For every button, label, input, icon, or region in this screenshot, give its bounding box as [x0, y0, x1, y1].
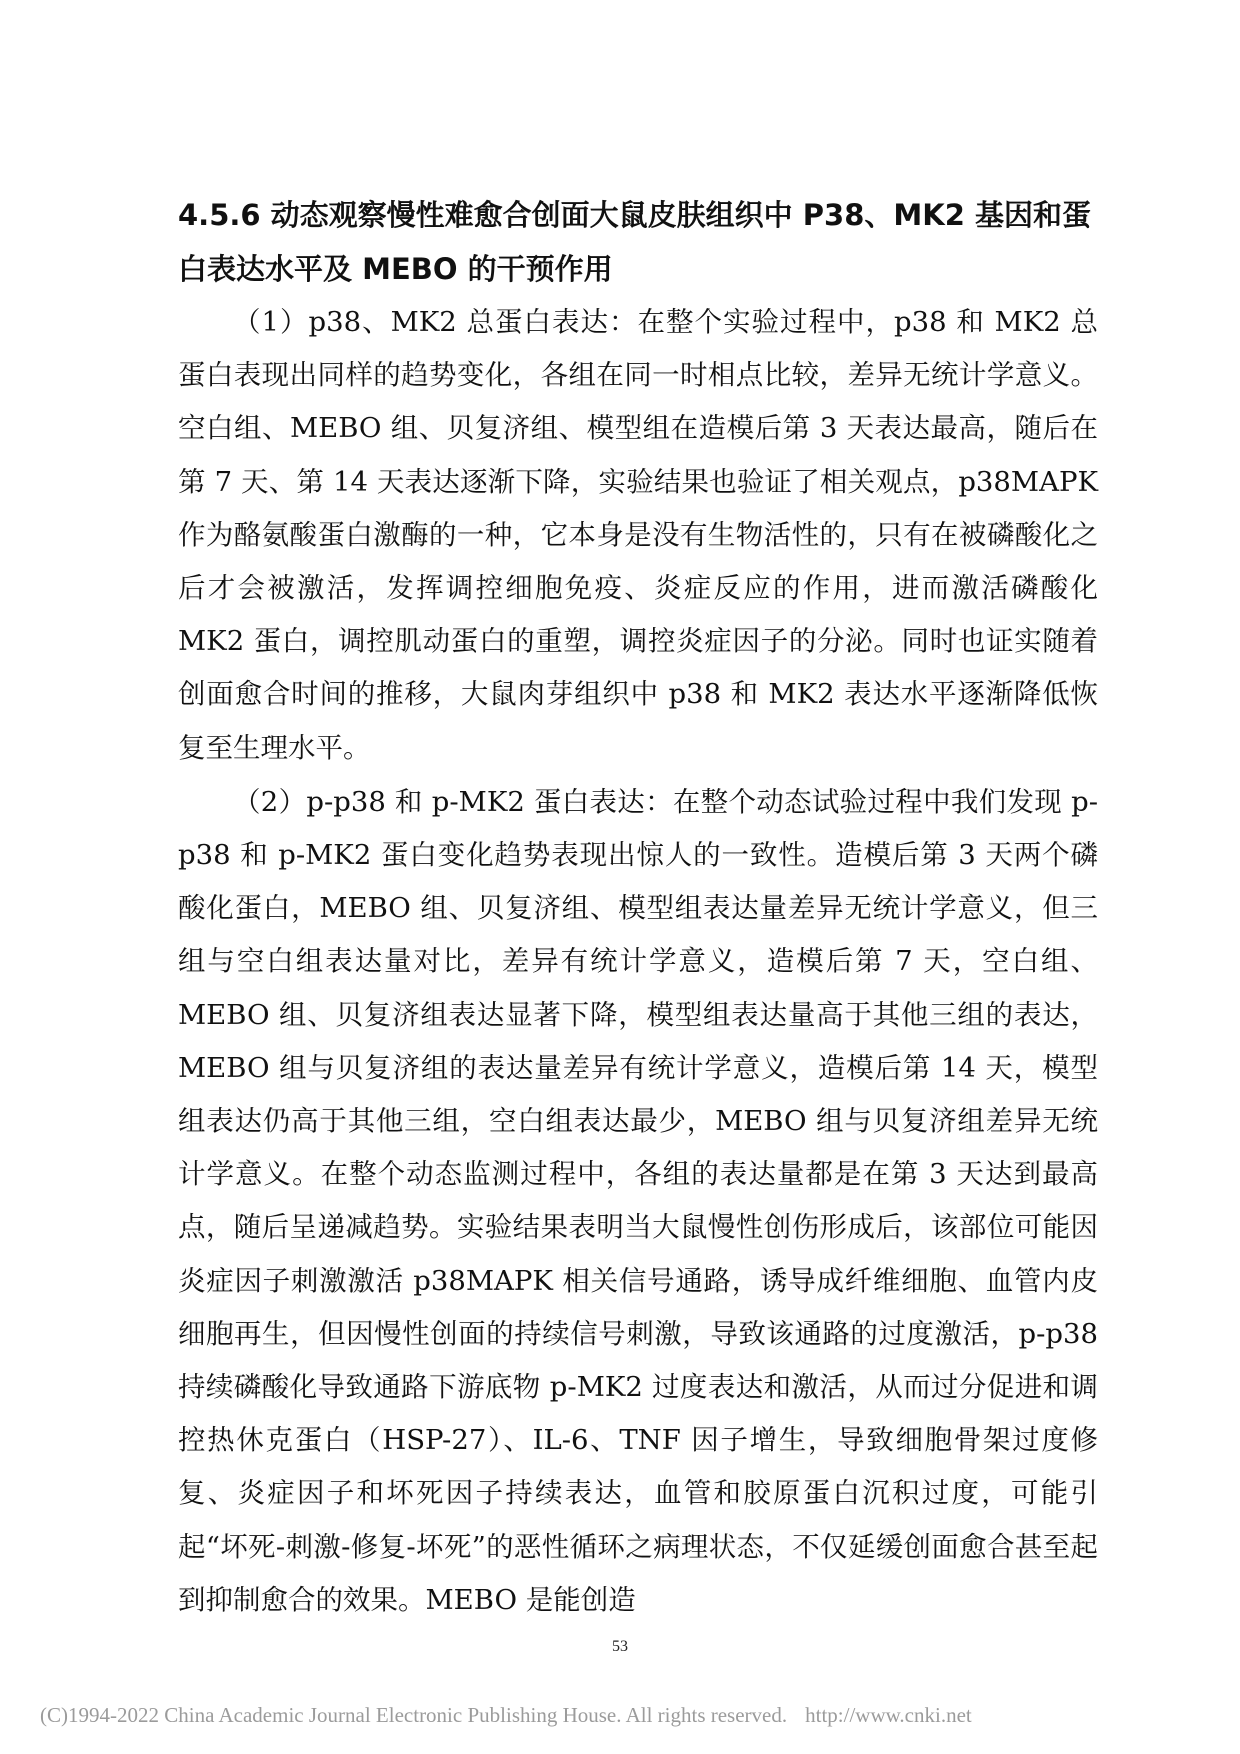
publisher-url[interactable]: http://www.cnki.net — [805, 1703, 972, 1727]
copyright-footer — [40, 1703, 972, 1728]
page-number: 53 — [612, 1638, 628, 1655]
document-page — [178, 188, 1098, 1618]
paragraph-total-protein: （1）p38、MK2 总蛋白表达：在整个实验过程中，p38 和 MK2 总蛋白表现出同样的趋势变化，各组在同一时相点比较，差异无统计学意义。空白组、MEBO 组、贝复济组、模型组在造模后第 3 天表达最高，随后在第 7 天、第 14 天表达逐渐下降，实验结果也验证了相关观点，p38MAPK 作为酪氨酸蛋白激酶的一种，它本身是没有生物活性的，只有在被磷酸化之后才会被激活，发挥调控细胞免疫、炎症反应的作用，进而激活磷酸化 MK2 蛋白，调控肌动蛋白的重塑，调控炎症因子的分泌。同时也证实随着创面愈合时间的推移，大鼠肉芽组织中 p38 和 MK2 表达水平逐渐降低恢复至生理水平。 — [178, 306, 1098, 764]
copyright-text: (C)1994-2022 China Academic Journal Electronic Publishing House. All rights reserved. — [40, 1703, 788, 1727]
section-heading: 4.5.6 动态观察慢性难愈合创面大鼠皮肤组织中 P38、MK2 基因和蛋白表达水平及 MEBO 的干预作用 — [178, 198, 1091, 286]
paragraph-phospho-protein: （2）p-p38 和 p-MK2 蛋白表达：在整个动态试验过程中我们发现 p-p38 和 p-MK2 蛋白变化趋势表现出惊人的一致性。造模后第 3 天两个磷酸化蛋白，MEBO 组、贝复济组、模型组表达量差异无统计学意义，但三组与空白组表达量对比，差异有统计学意义，造模后第 7 天，空白组、MEBO 组、贝复济组表达显著下降，模型组表达量高于其他三组的表达，MEBO 组与贝复济组的表达量差异有统计学意义，造模后第 14 天，模型组表达仍高于其他三组，空白组表达最少，MEBO 组与贝复济组差异无统计学意义。在整个动态监测过程中，各组的表达量都是在第 3 天达到最高点，随后呈递减趋势。实验结果表明当大鼠慢性创伤形成后，该部位可能因炎症因子刺激激活 p38MAPK 相关信号通路，诱导成纤维细胞、血管内皮细胞再生，但因慢性创面的持续信号刺激，导致该通路的过度激活，p-p38 持续磷酸化导致通路下游底物 p-MK2 过度表达和激活，从而过分促进和调控热休克蛋白（HSP-27）、IL-6、TNF 因子增生，导致细胞骨架过度修复、炎症因子和坏死因子持续表达，血管和胶原蛋白沉积过度，可能引起“坏死-刺激-修复-坏死”的恶性循环之病理状态，不仅延缓创面愈合甚至起到抑制愈合的效果。MEBO 是能创造 — [178, 785, 1098, 1616]
